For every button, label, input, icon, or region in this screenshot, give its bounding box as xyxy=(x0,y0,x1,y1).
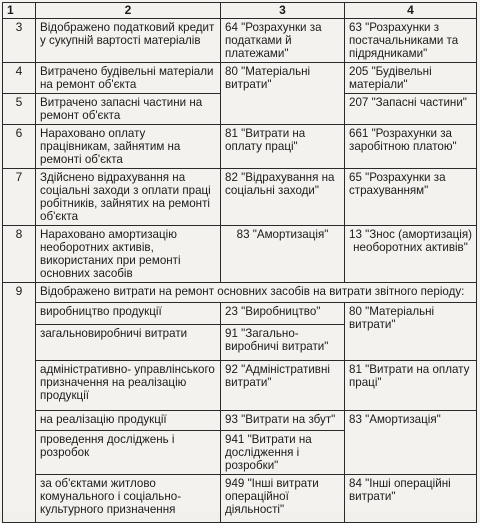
table-row xyxy=(3,19,477,63)
row-number: 6 xyxy=(3,125,36,169)
operation-cell: Нараховано амортизацію необоротних активів, використаних при ремонті основних засобів xyxy=(36,226,221,283)
table-row xyxy=(3,125,477,169)
operation-cell: проведення досліджень і розробок xyxy=(36,431,221,475)
header-col-1: 1 xyxy=(3,3,36,19)
header-col-3: 3 xyxy=(221,3,345,19)
credit-cell: 81 "Витрати на оплату праці" xyxy=(345,361,477,411)
debit-cell: 81 "Витрати на оплату праці" xyxy=(221,125,345,169)
debit-cell: 93 "Витрати на збут" xyxy=(221,411,345,431)
debit-cell: 83 "Амортизація" xyxy=(221,226,345,283)
table-row xyxy=(3,475,477,523)
credit-cell: 207 "Запасні частини" xyxy=(345,94,477,125)
debit-cell: 941 "Витрати на дослідження і розробки" xyxy=(221,431,345,475)
table-row xyxy=(3,169,477,226)
credit-cell: 83 "Амортизація" xyxy=(345,411,477,475)
table-row xyxy=(3,361,477,411)
row-number: 5 xyxy=(3,94,36,125)
operation-cell: виробництво продукції xyxy=(36,303,221,325)
credit-cell: 65 "Розрахунки за страхуванням" xyxy=(345,169,477,226)
table-row xyxy=(3,63,477,94)
operation-cell: на реалізацію продукції xyxy=(36,411,221,431)
operation-cell: за об'єктами житлово комунального і соціально-культурного призначення xyxy=(36,475,221,523)
row-number: 4 xyxy=(3,63,36,94)
operation-cell: Відображено податковий кредит у сукупній вартості матеріалів xyxy=(36,19,221,63)
operation-cell: Витрачено запасні частини на ремонт об'єкта xyxy=(36,94,221,125)
operation-cell: адміністративно- управлінського призначення на реалізацію продукції xyxy=(36,361,221,411)
operation-cell: Витрачено будівельні матеріали на ремонт об'єкта xyxy=(36,63,221,94)
debit-cell: 80 "Матеріальні витрати" xyxy=(221,63,345,125)
operation-cell: Нараховано оплату працівникам, зайнятим на ремонті об'єкта xyxy=(36,125,221,169)
accounting-entries-table xyxy=(2,2,477,523)
credit-cell: 205 "Будівельні матеріали" xyxy=(345,63,477,94)
debit-cell: 91 "Загально-виробничі витрати" xyxy=(221,325,345,361)
debit-cell: 23 "Виробництво" xyxy=(221,303,345,325)
credit-cell: 13 "Знос (амортизація) необоротних активів" xyxy=(345,226,477,283)
table-row xyxy=(3,411,477,431)
operation-cell: Здійснено відрахування на соціальні заходи з оплати праці робітників, зайнятих на ремонті об'єкта xyxy=(36,169,221,226)
header-col-4: 4 xyxy=(345,3,477,19)
header-row xyxy=(3,3,477,19)
credit-cell: 84 "Інші операційні витрати" xyxy=(345,475,477,523)
debit-cell: 64 "Розрахунки за податками й платежами" xyxy=(221,19,345,63)
row-number: 7 xyxy=(3,169,36,226)
credit-cell: 661 "Розрахунки за заробітною платою" xyxy=(345,125,477,169)
table-row xyxy=(3,283,477,303)
credit-cell: 80 "Матеріальні витрати" xyxy=(345,303,477,361)
debit-cell: 82 "Відрахування на соціальні заходи" xyxy=(221,169,345,226)
table-row xyxy=(3,226,477,283)
row-number: 8 xyxy=(3,226,36,283)
table-row xyxy=(3,303,477,325)
debit-cell: 92 "Адміністративні витрати" xyxy=(221,361,345,411)
section-title-cell: Відображено витрати на ремонт основних засобів на витрати звітного періоду: xyxy=(36,283,477,303)
debit-cell: 949 "Інші витрати операційної діяльності" xyxy=(221,475,345,523)
row-number: 9 xyxy=(3,283,36,523)
credit-cell: 63 "Розрахунки з постачальниками та підрядниками" xyxy=(345,19,477,63)
row-number: 3 xyxy=(3,19,36,63)
operation-cell: загальновиробничі витрати xyxy=(36,325,221,361)
header-col-2: 2 xyxy=(36,3,221,19)
